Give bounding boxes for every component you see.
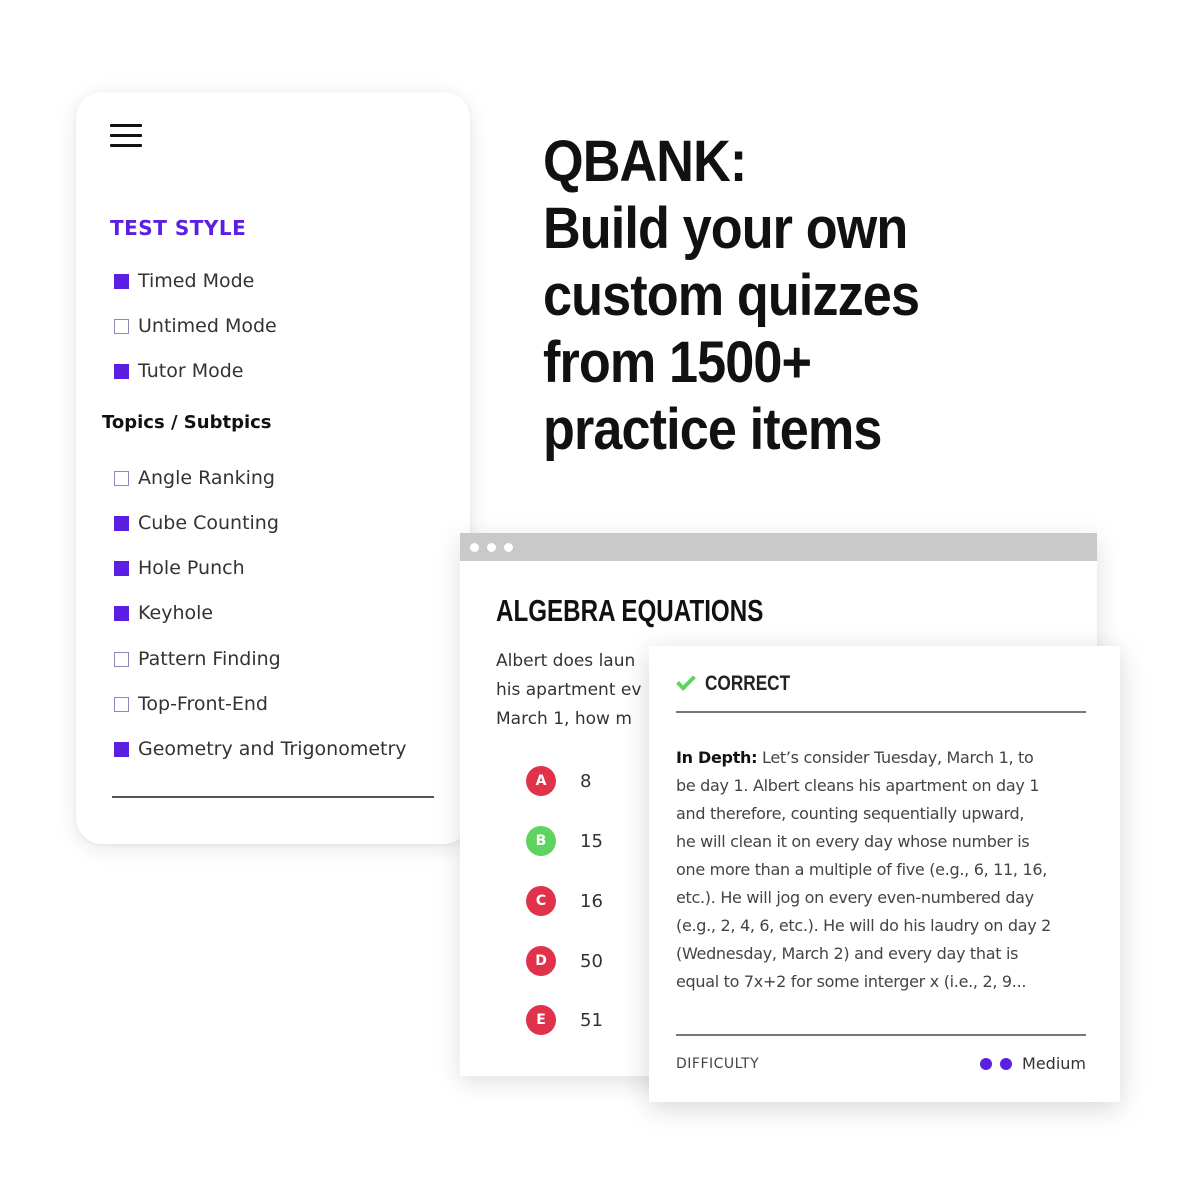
window-dot-icon	[470, 543, 479, 552]
window-title-bar	[460, 533, 1097, 561]
topic-label: Hole Punch	[138, 557, 245, 579]
explanation-line: etc.). He will jog on every even-numbered day	[676, 888, 1034, 907]
checkmark-icon	[676, 671, 696, 691]
answer-choice-e[interactable]	[526, 1005, 603, 1035]
headline-line: QBANK:	[543, 129, 747, 194]
topic-cube-counting[interactable]	[114, 510, 279, 536]
topic-label: Pattern Finding	[138, 648, 281, 670]
checkbox-unchecked[interactable]	[114, 652, 129, 667]
option-tutor-mode[interactable]	[114, 358, 243, 384]
choice-value: 8	[580, 770, 592, 792]
topic-pattern-finding[interactable]	[114, 646, 281, 672]
question-text-line: his apartment ev	[496, 680, 642, 700]
checkbox-unchecked[interactable]	[114, 697, 129, 712]
choice-letter-badge: E	[526, 1005, 556, 1035]
checkbox-unchecked[interactable]	[114, 319, 129, 334]
topic-top-front-end[interactable]	[114, 691, 268, 717]
checkbox-unchecked[interactable]	[114, 471, 129, 486]
window-dot-icon	[487, 543, 496, 552]
headline	[543, 128, 1103, 463]
explanation-line: (e.g., 2, 4, 6, etc.). He will do his laudry on day 2	[676, 916, 1052, 935]
answer-choice-c[interactable]	[526, 886, 603, 916]
answer-status: CORRECT	[705, 672, 791, 695]
test-style-title: TEST STYLE	[110, 216, 247, 240]
window-dot-icon	[504, 543, 513, 552]
answer-choice-d[interactable]	[526, 946, 603, 976]
topic-hole-punch[interactable]	[114, 555, 245, 581]
difficulty-dot-icon	[980, 1058, 992, 1070]
option-label: Tutor Mode	[138, 360, 244, 382]
difficulty-value: Medium	[1022, 1054, 1086, 1073]
option-untimed-mode[interactable]	[114, 313, 277, 339]
explanation-line: Let’s consider Tuesday, March 1, to	[762, 748, 1034, 767]
hamburger-menu-icon[interactable]	[110, 124, 142, 148]
topic-geometry-and-trigonometry[interactable]	[114, 736, 407, 762]
choice-value: 51	[580, 1009, 603, 1031]
topics-title: Topics / Subtpics	[102, 412, 272, 433]
checkbox-checked[interactable]	[114, 742, 129, 757]
answer-choice-b[interactable]	[526, 826, 603, 856]
choice-value: 50	[580, 950, 603, 972]
answer-explanation-card	[649, 646, 1120, 1102]
option-timed-mode[interactable]	[114, 268, 254, 294]
topic-angle-ranking[interactable]	[114, 465, 275, 491]
choice-letter-badge: D	[526, 946, 556, 976]
headline-line: Build your own	[543, 196, 908, 261]
panel-divider	[112, 796, 434, 798]
topic-label: Top-Front-End	[138, 693, 268, 715]
choice-value: 16	[580, 890, 603, 912]
topic-label: Angle Ranking	[138, 467, 275, 489]
choice-letter-badge-correct: B	[526, 826, 556, 856]
explanation-line: he will clean it on every day whose number is	[676, 832, 1030, 851]
explanation-line: be day 1. Albert cleans his apartment on day 1	[676, 776, 1040, 795]
checkbox-checked[interactable]	[114, 516, 129, 531]
topic-label: Geometry and Trigonometry	[138, 738, 407, 760]
explanation-text	[676, 744, 1088, 996]
checkbox-checked[interactable]	[114, 606, 129, 621]
answer-choice-a[interactable]	[526, 766, 591, 796]
card-divider	[676, 711, 1086, 713]
headline-line: custom quizzes	[543, 263, 920, 328]
difficulty-dot-icon	[1000, 1058, 1012, 1070]
checkbox-checked[interactable]	[114, 274, 129, 289]
in-depth-label: In Depth:	[676, 748, 758, 767]
topic-label: Cube Counting	[138, 512, 279, 534]
question-text-line: Albert does laun	[496, 651, 636, 671]
filter-panel	[76, 92, 470, 844]
card-divider	[676, 1034, 1086, 1036]
choice-value: 15	[580, 830, 603, 852]
choice-letter-badge: C	[526, 886, 556, 916]
option-label: Untimed Mode	[138, 315, 277, 337]
topic-label: Keyhole	[138, 602, 214, 624]
explanation-line: one more than a multiple of five (e.g., 6, 11, 16,	[676, 860, 1048, 879]
checkbox-checked[interactable]	[114, 561, 129, 576]
difficulty-label: DIFFICULTY	[676, 1056, 760, 1072]
explanation-line: equal to 7x+2 for some interger x (i.e., 2, 9...	[676, 972, 1027, 991]
topic-keyhole[interactable]	[114, 600, 213, 626]
headline-line: from 1500+	[543, 330, 812, 395]
choice-letter-badge: A	[526, 766, 556, 796]
option-label: Timed Mode	[138, 270, 255, 292]
explanation-line: and therefore, counting sequentially upward,	[676, 804, 1025, 823]
headline-line: practice items	[543, 397, 882, 462]
explanation-line: (Wednesday, March 2) and every day that is	[676, 944, 1019, 963]
question-text-line: March 1, how m	[496, 709, 632, 729]
question-title: ALGEBRA EQUATIONS	[496, 593, 764, 628]
checkbox-checked[interactable]	[114, 364, 129, 379]
difficulty-indicator	[980, 1054, 1086, 1073]
